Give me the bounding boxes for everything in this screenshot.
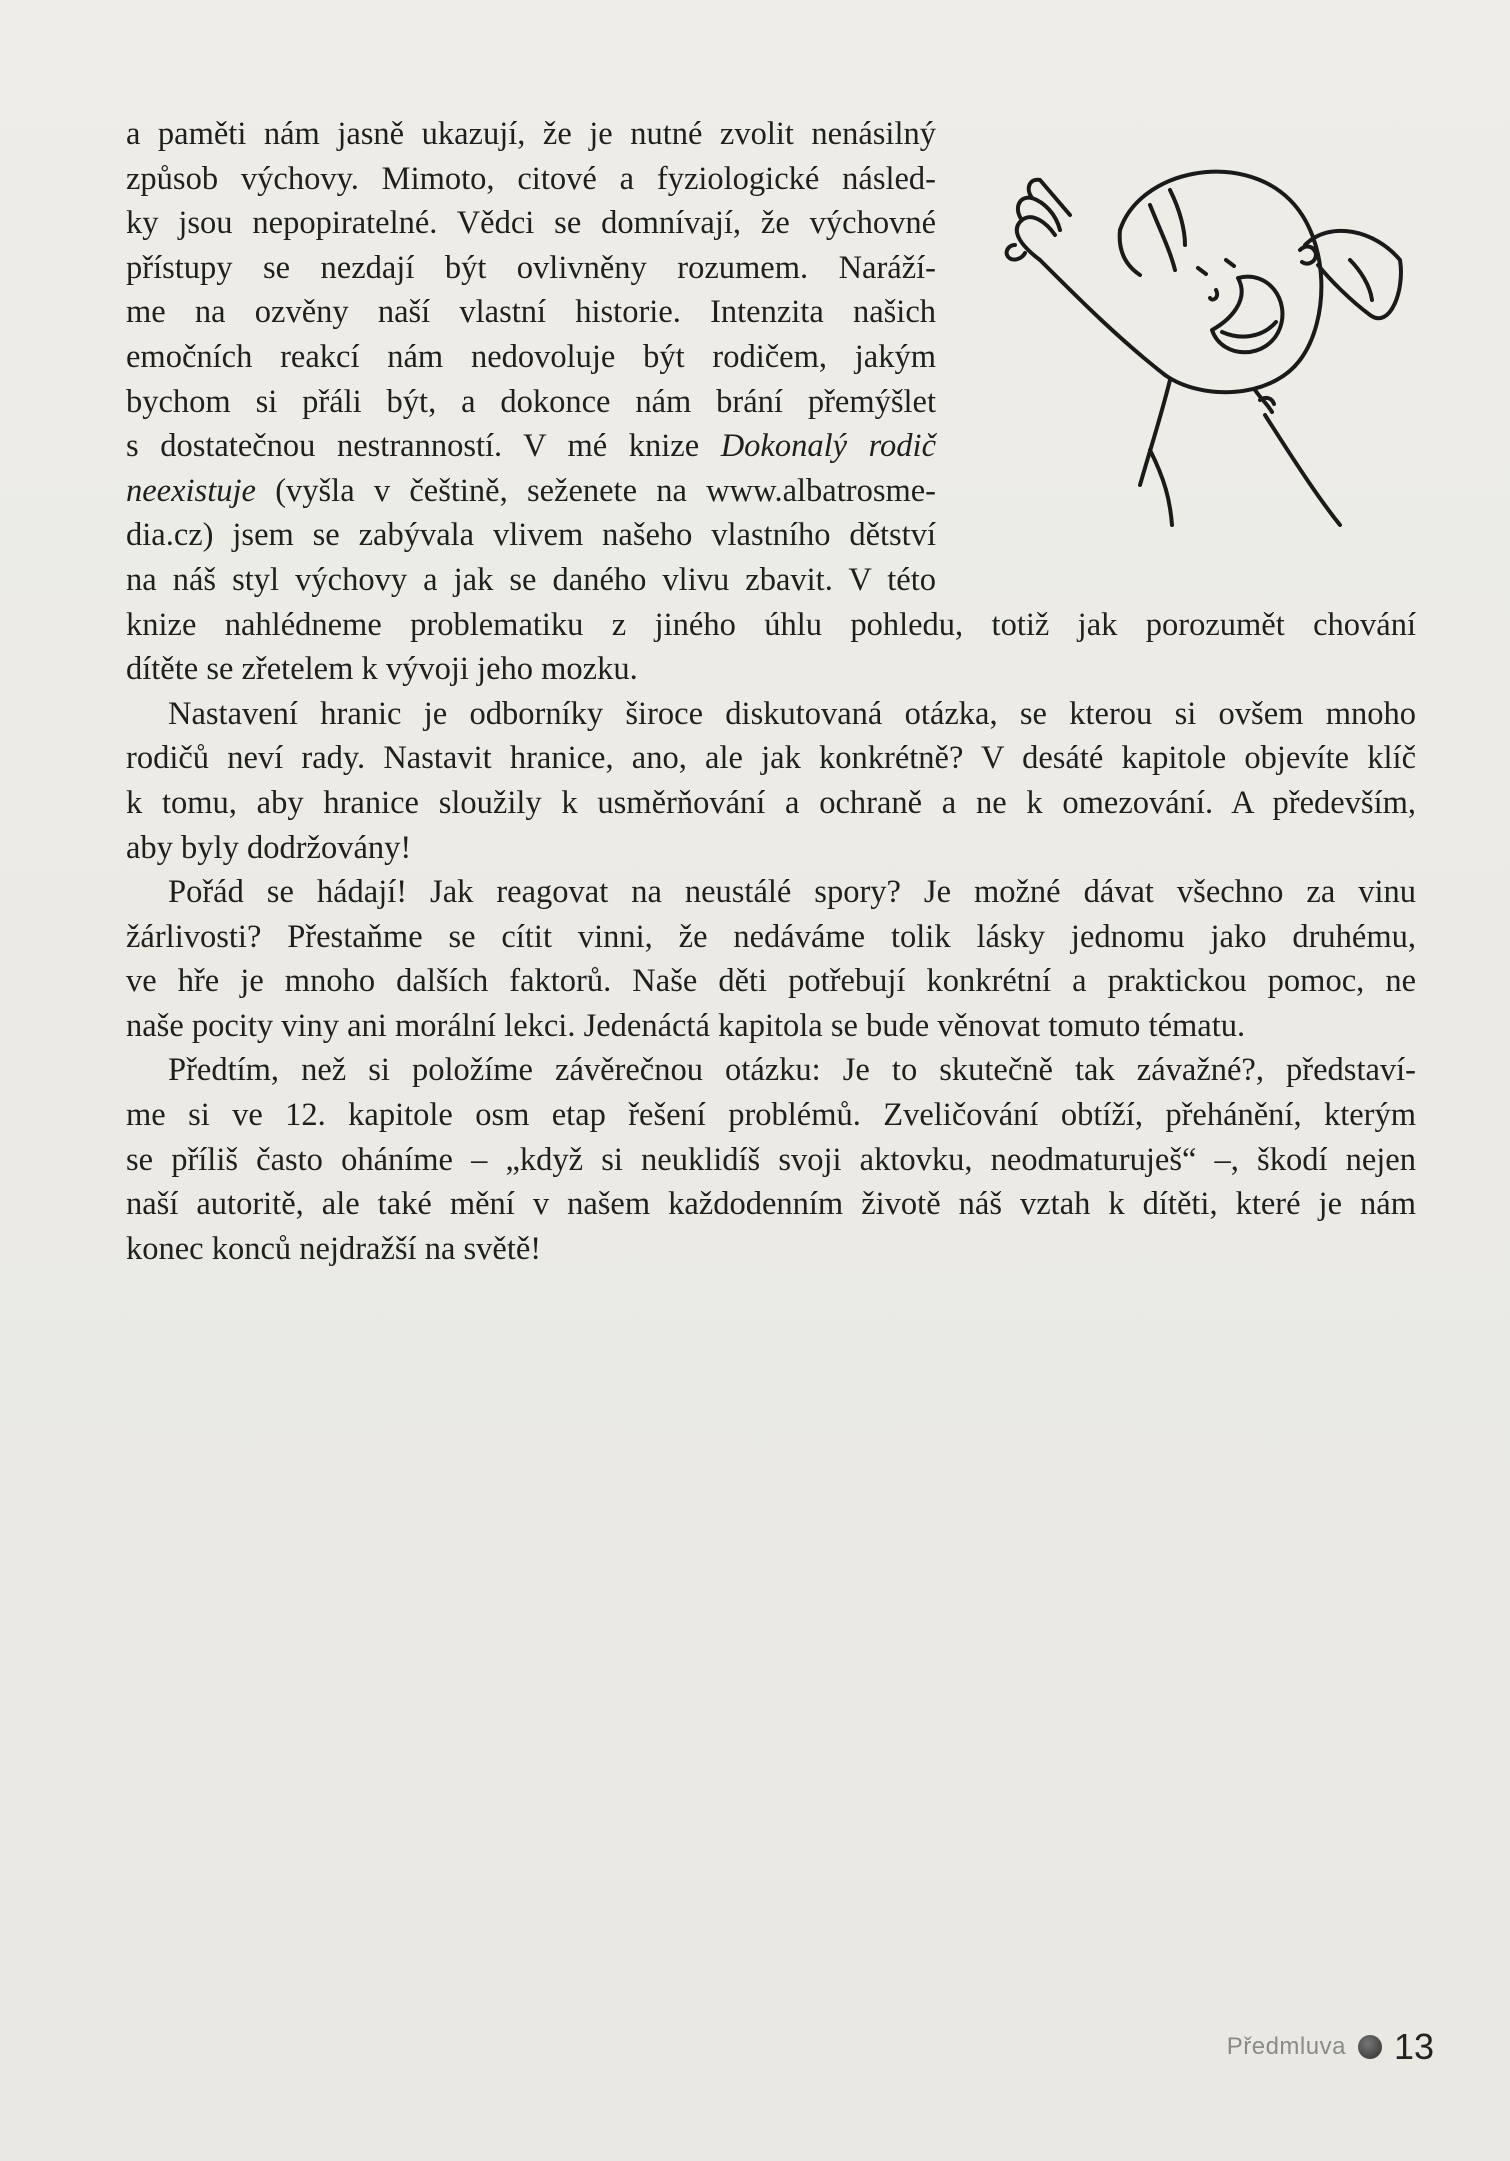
text-line: me si ve 12. kapitole osm etap řešení problémů. Zveličování obtíží, přehánění, kterým [126,1097,1416,1134]
text-line: ve hře je mnoho dalších faktorů. Naše děti potřebují konkrétní a praktickou pomoc, ne [126,963,1416,1000]
text-line: ky jsou nepopiratelné. Vědci se domnívají, že výchovné [126,205,936,242]
text-line: se příliš často oháníme – „když si neuklidíš svoji aktovku, neodmaturuješ“ –, škodí nejen [126,1141,1416,1178]
text-line: k tomu, aby hranice sloužily k usměrňování a ochraně a ne k omezování. A především, [126,784,1416,821]
text-line: aby byly dodržovány! [126,829,412,866]
text-line: dia.cz) jsem se zabývala vlivem našeho vlastního dětství [126,517,936,554]
text-line: me na ozvěny naší vlastní historie. Intenzita našich [126,294,936,331]
text-line: naše pocity viny ani morální lekci. Jedenáctá kapitola se bude věnovat tomuto tématu. [126,1007,1246,1044]
text-line-with-title [126,424,936,469]
text-line: bychom si přáli být, a dokonce nám brání přemýšlet [126,383,936,420]
text-line: Pořád se hádají! Jak reagovat na neustálé spory? Je možné dávat všechno za vinu [168,874,1416,911]
text-line: Předtím, než si položíme závěrečnou otázku: Je to skutečně tak závažné?, představí- [168,1052,1416,1089]
page-number: 13 [1393,2026,1434,2067]
text-line: způsob výchovy. Mimoto, citové a fyziologické násled- [126,160,936,197]
text-line: emočních reakcí nám nedovoluje být rodičem, jakým [126,338,936,375]
text-line: přístupy se nezdají být ovlivněny rozumem. Naráží- [126,249,936,286]
text-segment: s dostatečnou nestranností. V mé knize [126,428,700,465]
text-line: na náš styl výchovy a jak se daného vlivu zbavit. V této [126,561,936,598]
text-line: rodičů neví rady. Nastavit hranice, ano, ale jak konkrétně? V desáté kapitole objevíte klíč [126,740,1416,777]
section-label: Předmluva [1226,2033,1346,2060]
text-line: knize nahlédneme problematiku z jiného úhlu pohledu, totiž jak porozumět chování [126,606,1416,643]
bullet-dot-icon [1358,2035,1382,2059]
text-line-with-title [126,469,936,514]
girl-pointing-drawing-icon [1000,150,1410,540]
text-line: konec konců nejdražší na světě! [126,1230,542,1267]
text-line: žárlivosti? Přestaňme se cítit vinni, že nedáváme tolik lásky jednomu jako druhému, [126,918,1416,955]
text-segment: (vyšla v češtině, seženete na www.albatrosme- [275,472,937,509]
text-line: naší autoritě, ale také mění v našem každodenním životě náš vztah k dítěti, které je nám [126,1186,1416,1223]
text-line: Nastavení hranic je odborníky široce diskutovaná otázka, se kterou si ovšem mnoho [168,695,1416,732]
book-title-part2: neexistuje [126,472,256,509]
text-line: a paměti nám jasně ukazují, že je nutné zvolit nenásilný [126,116,936,152]
page-footer [1227,2022,1434,2072]
text-line: dítěte se zřetelem k vývoji jeho mozku. [126,651,638,688]
book-title-part1: Dokonalý rodič [720,428,936,465]
